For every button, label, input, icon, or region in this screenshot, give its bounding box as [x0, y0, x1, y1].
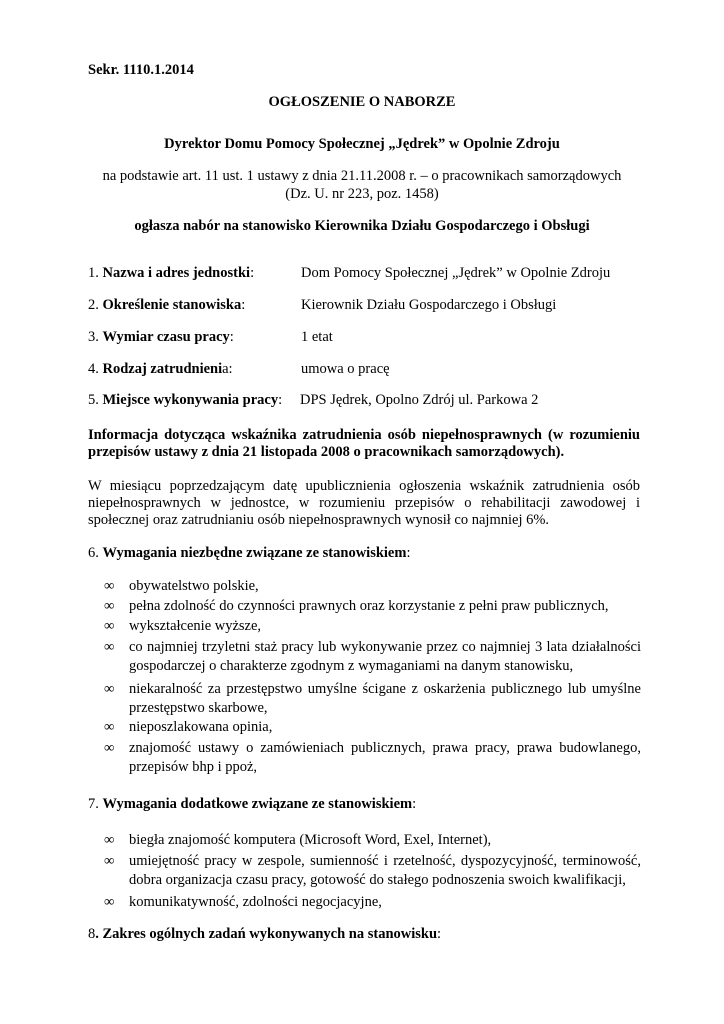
requirement-item: umiejętność pracy w zespole, sumienność i rzetelność, dyspozycyjność, terminowość, dobra organizacja czasu pracy, gotowość do stałego podnoszenia swoich kwalifikacji,	[129, 853, 641, 888]
legal-basis-line-2: (Dz. U. nr 223, poz. 1458)	[285, 186, 439, 202]
field-row-label: 3. Wymiar czasu pracy:	[88, 329, 234, 345]
field-row-value: DPS Jędrek, Opolno Zdrój ul. Parkowa 2	[300, 392, 539, 408]
announcement-line: ogłasza nabór na stanowisko Kierownika Działu Gospodarczego i Obsługi	[134, 218, 590, 234]
infinity-bullet-icon: ∞	[104, 578, 115, 594]
infinity-bullet-icon: ∞	[104, 832, 115, 848]
field-row-label: 2. Określenie stanowiska:	[88, 297, 246, 313]
section-8-heading: 8. Zakres ogólnych zadań wykonywanych na stanowisku:	[88, 926, 442, 942]
field-row-value: umowa o pracę	[301, 361, 390, 377]
infinity-bullet-icon: ∞	[104, 853, 115, 869]
infinity-bullet-icon: ∞	[104, 740, 115, 756]
requirement-item: znajomość ustawy o zamówieniach publicznych, prawa pracy, prawa budowlanego, przepisów bhp i ppoż,	[129, 740, 641, 775]
field-row-value: 1 etat	[301, 329, 333, 345]
requirement-item: komunikatywność, zdolności negocjacyjne,	[129, 894, 382, 910]
infinity-bullet-icon: ∞	[104, 639, 115, 655]
legal-basis-line-1: na podstawie art. 11 ust. 1 ustawy z dnia 21.11.2008 r. – o pracownikach samorządowych	[102, 168, 622, 184]
requirement-item: niekaralność za przestępstwo umyślne ścigane z oskarżenia publicznego lub umyślne przestępstwo skarbowe,	[129, 681, 641, 716]
disability-info-heading: Informacja dotycząca wskaźnika zatrudnienia osób niepełnosprawnych (w rozumieniu przepisów ustawy z dnia 21 listopada 2008 o pracownikach samorządowych).	[88, 427, 640, 460]
requirement-item: biegła znajomość komputera (Microsoft Word, Exel, Internet),	[129, 832, 492, 848]
section-7-heading: 7. Wymagania dodatkowe związane ze stanowiskiem:	[88, 796, 417, 812]
infinity-bullet-icon: ∞	[104, 681, 115, 697]
requirement-item: pełna zdolność do czynności prawnych oraz korzystanie z pełni praw publicznych,	[129, 598, 609, 614]
reference-number: Sekr. 1110.1.2014	[88, 62, 194, 78]
field-row-value: Kierownik Działu Gospodarczego i Obsługi	[301, 297, 557, 313]
requirement-item: nieposzlakowana opinia,	[129, 719, 273, 735]
disability-info-text: W miesiącu poprzedzającym datę upublicznienia ogłoszenia wskaźnik zatrudnienia osób niepełnosprawnych w jednostce, w rozumieniu przepisów o rehabilitacji zawodowej i społecznej oraz zatrudnianiu osób niepełnosprawnych wynosił co najmniej 6%.	[88, 478, 640, 528]
requirement-item: wykształcenie wyższe,	[129, 618, 262, 634]
director-line: Dyrektor Domu Pomocy Społecznej „Jędrek” w Opolnie Zdroju	[164, 136, 560, 152]
infinity-bullet-icon: ∞	[104, 719, 115, 735]
field-row-label: 5. Miejsce wykonywania pracy:	[88, 392, 283, 408]
field-row-label: 1. Nazwa i adres jednostki:	[88, 265, 255, 281]
field-row-value: Dom Pomocy Społecznej „Jędrek” w Opolnie Zdroju	[301, 265, 611, 281]
requirement-item: co najmniej trzyletni staż pracy lub wykonywanie przez co najmniej 3 lata działalności gospodarczej o charakterze zgodnym z wymaganiami na danym stanowisku,	[129, 639, 641, 674]
document-title: OGŁOSZENIE O NABORZE	[268, 94, 456, 110]
infinity-bullet-icon: ∞	[104, 598, 115, 614]
infinity-bullet-icon: ∞	[104, 894, 115, 910]
section-6-heading: 6. Wymagania niezbędne związane ze stanowiskiem:	[88, 545, 411, 561]
field-row-label: 4. Rodzaj zatrudnienia:	[88, 361, 233, 377]
infinity-bullet-icon: ∞	[104, 618, 115, 634]
requirement-item: obywatelstwo polskie,	[129, 578, 259, 594]
